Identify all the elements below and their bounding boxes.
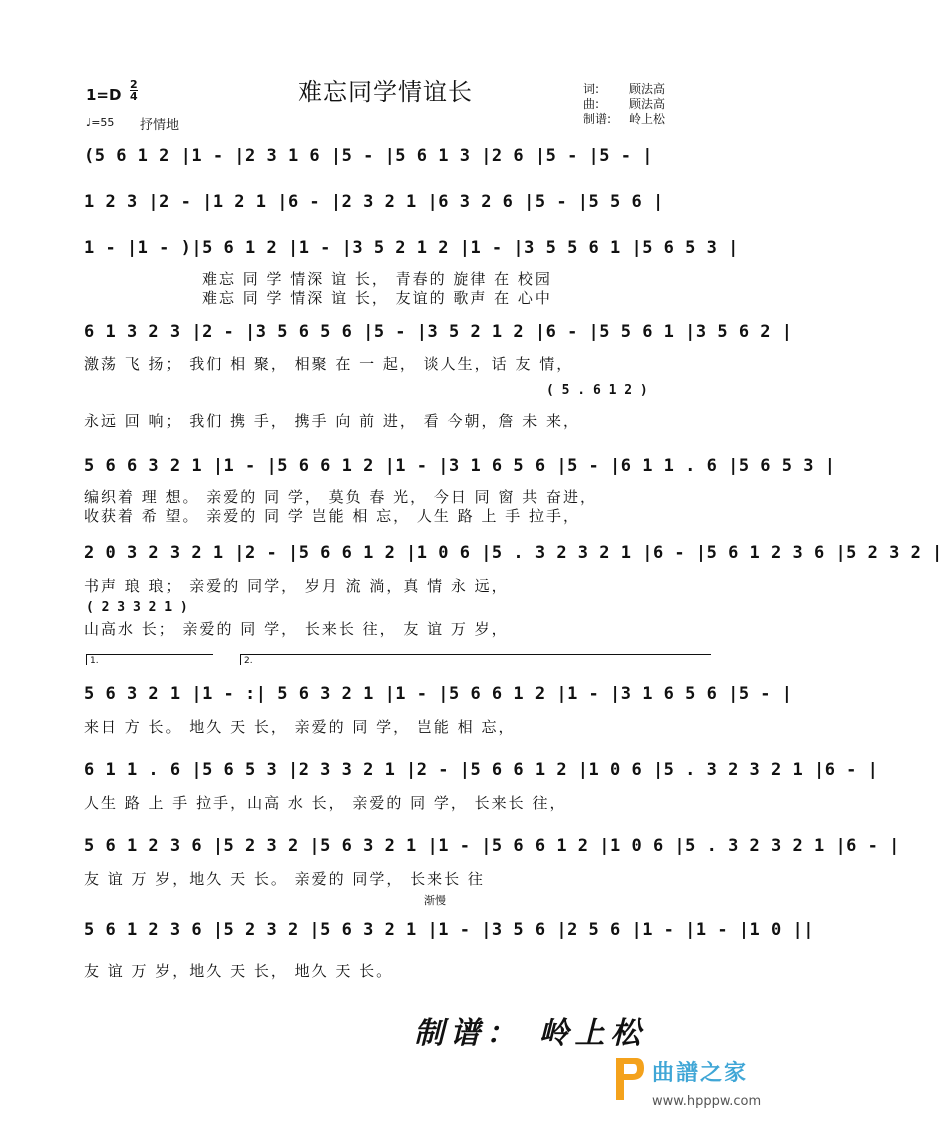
logo-badge-icon [612, 1054, 646, 1104]
lyric-line: 编织着 理 想。 亲爱的 同 学， 莫负 春 光， 今日 同 窗 共 奋进， [84, 488, 597, 506]
lyric-line: 友 谊 万 岁，地久 天 长。 亲爱的 同学， 长来长 往 [84, 870, 485, 888]
ornament-notes: ( 5 . 6 1 2 ) [546, 383, 648, 398]
transcriber-signature: 制谱： 岭上松 [414, 1016, 647, 1051]
tempo-mark: ♩=55 [86, 116, 115, 129]
lyric-line: 书声 琅 琅； 亲爱的 同学， 岁月 流 淌，真 情 永 远， [84, 577, 509, 595]
lyric-line: 难忘 同 学 情深 谊 长， 友谊的 歌声 在 心中 [202, 289, 552, 307]
staff-line-7: 5 6 3 2 1 |1 - :| 5 6 3 2 1 |1 - |5 6 6 1 2 |1 - |3 1 6 5 6 |5 - | [84, 684, 793, 704]
credit-transcriber [583, 110, 666, 127]
lyric-line: 山高水 长； 亲爱的 同 学， 长来长 往， 友 谊 万 岁， [84, 620, 509, 638]
time-signature [130, 79, 138, 102]
credit-role: 制谱: [583, 112, 612, 126]
lyric-line: 友 谊 万 岁，地久 天 长， 地久 天 长。 [84, 962, 394, 980]
site-logo[interactable] [612, 1050, 784, 1116]
ornament-notes: ( 2 3 3 2 1 ) [86, 600, 188, 615]
credit-name: 岭上松 [629, 112, 666, 126]
staff-line-8: 6 1 1 . 6 |5 6 5 3 |2 3 3 2 1 |2 - |5 6 6 1 2 |1 0 6 |5 . 3 2 3 2 1 |6 - | [84, 760, 879, 780]
staff-line-4: 6 1 3 2 3 |2 - |3 5 6 5 6 |5 - |3 5 2 1 2 |6 - |5 5 6 1 |3 5 6 2 | [84, 322, 793, 342]
key-signature: 1=D [86, 86, 122, 104]
logo-url: www.hpppw.com [652, 1094, 762, 1109]
expression-mark: 抒情地 [140, 118, 180, 133]
credit-name: 顾法高 [629, 97, 666, 111]
staff-line-2: 1 2 3 |2 - |1 2 1 |6 - |2 3 2 1 |6 3 2 6 |5 - |5 5 6 | [84, 192, 664, 212]
volta-label: 2. [244, 656, 253, 666]
lyric-line: 来日 方 长。 地久 天 长， 亲爱的 同 学， 岂能 相 忘， [84, 718, 516, 736]
page-title: 难忘同学情谊长 [298, 78, 473, 106]
lyric-line: 激荡 飞 扬； 我们 相 聚， 相聚 在 一 起， 谈人生，话 友 情， [84, 355, 574, 373]
volta-bracket-1 [86, 654, 213, 665]
meter-bottom: 4 [130, 90, 138, 103]
staff-line-5: 5 6 6 3 2 1 |1 - |5 6 6 1 2 |1 - |3 1 6 5 6 |5 - |6 1 1 . 6 |5 6 5 3 | [84, 456, 836, 476]
lyric-line: 人生 路 上 手 拉手，山高 水 长， 亲爱的 同 学， 长来长 往， [84, 794, 567, 812]
staff-line-1: (5 6 1 2 |1 - |2 3 1 6 |5 - |5 6 1 3 |2 6 |5 - |5 - | [84, 146, 653, 166]
credit-role: 曲: [583, 97, 600, 111]
lyric-line: 收获着 希 望。 亲爱的 同 学 岂能 相 忘， 人生 路 上 手 拉手， [84, 507, 580, 525]
volta-bracket-2 [240, 654, 711, 665]
credit-name: 顾法高 [629, 82, 666, 96]
meter-top: 2 [130, 78, 138, 91]
staff-line-6: 2 0 3 2 3 2 1 |2 - |5 6 6 1 2 |1 0 6 |5 . 3 2 3 2 1 |6 - |5 6 1 2 3 6 |5 2 3 2 | [84, 543, 943, 563]
volta-label: 1. [90, 656, 99, 666]
credit-role: 词: [583, 82, 600, 96]
staff-line-10: 5 6 1 2 3 6 |5 2 3 2 |5 6 3 2 1 |1 - |3 5 6 |2 5 6 |1 - |1 - |1 0 || [84, 920, 814, 940]
lyric-line: 永远 回 响； 我们 携 手， 携手 向 前 进， 看 今朝，詹 未 来， [84, 412, 580, 430]
logo-name: 曲譜之家 [652, 1061, 749, 1086]
staff-line-9: 5 6 1 2 3 6 |5 2 3 2 |5 6 3 2 1 |1 - |5 6 6 1 2 |1 0 6 |5 . 3 2 3 2 1 |6 - | [84, 836, 900, 856]
staff-line-3: 1 - |1 - )|5 6 1 2 |1 - |3 5 2 1 2 |1 - |3 5 5 6 1 |5 6 5 3 | [84, 238, 739, 258]
ritardando-mark: 渐慢 [424, 894, 446, 907]
lyric-line: 难忘 同 学 情深 谊 长， 青春的 旋律 在 校园 [202, 270, 552, 288]
